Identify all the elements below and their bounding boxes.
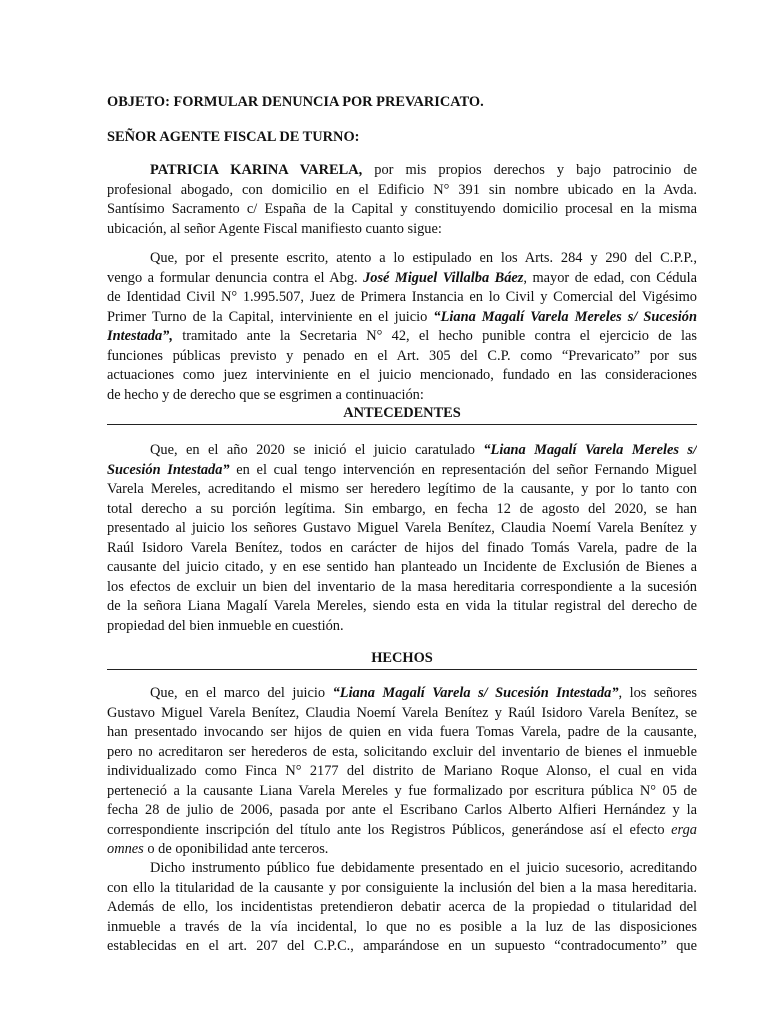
hechos-paragraph-1 [107,684,697,860]
text-line: vengo a formular denuncia contra el Abg. José Miguel Villalba Báez, mayor de edad, con Cédula [107,269,697,286]
case-title: “Liana Magalí Varela Mereles s/ Sucesión [433,308,697,325]
complaint-paragraph [107,249,697,405]
text-line: omnes o de oponibilidad ante terceros. [107,841,329,857]
text-line: Que, en el año 2020 se inició el juicio caratulado “Liana Magalí Varela Mereles s/ [150,442,697,458]
text-line: fecha 28 de julio de 2006, pasada por ante el Escribano Carlos Alberto Alfieri Hernández y la [107,802,697,818]
text-line: Intestada”, tramitado ante la Secretaria N° 42, el hecho punible contra el ejercicio de las [107,328,697,344]
text-line: propiedad del bien inmueble en cuestión. [107,617,344,634]
text-line: Dicho instrumento público fue debidamente presentado en el juicio sucesorio, acreditando [150,860,697,876]
text-line: pero no acreditaron ser herederos de esta, solicitando excluir del inventario de bienes el inmueble [107,743,697,760]
text-line: inmueble a través de la vía incidental, lo que no es posible a la luz de las disposiciones [107,918,697,935]
case-title: Sucesión Intestada” [107,461,230,478]
case-title: “Liana Magalí Varela s/ Sucesión Intestada” [332,685,619,701]
section-divider [107,424,697,425]
text-line: de la señora Liana Magalí Varela Mereles, siendo esta en vida la titular registral del derecho de [107,598,697,614]
text-line: han presentado invocando ser hijos de quien en vida fuera Tomas Varela, padre de la causante, [107,724,697,740]
text-line: de hecho y de derecho que se esgrimen a continuación: [107,386,424,403]
text-line: individualizado como Finca N° 2177 del distrito de Mariano Roque Alonso, el cual en vida [107,763,697,779]
text-line: Que, en el marco del juicio “Liana Magalí Varela s/ Sucesión Intestada”, los señores [150,685,697,701]
section-title-hechos: HECHOS [371,650,433,666]
text-line: PATRICIA KARINA VARELA, por mis propios derechos y bajo patrocinio de [150,162,697,178]
text-line: los efectos de excluir un bien del inventario de la masa hereditaria correspondiente a la sucesión [107,578,697,595]
text-line: funciones públicas previsto y penado en el Art. 305 del C.P. como “Prevaricato” por sus [107,347,697,364]
latin-term: erga [671,821,697,838]
objeto-heading: OBJETO: FORMULAR DENUNCIA POR PREVARICATO. [107,94,484,110]
text-line: establecidas en el art. 207 del C.P.C., amparándose en un supuesto “contradocumento” que [107,938,697,954]
text-line: de Identidad Civil N° 1.995.507, Juez de Primera Instancia en lo Civil y Comercial del Vigésimo [107,289,697,305]
text-line: Que, por el presente escrito, atento a lo estipulado en los Arts. 284 y 290 del C.P.P., [150,250,697,266]
text-line: Varela Mereles, acreditando el mismo ser heredero legítimo de la causante, y por lo tanto con [107,481,697,497]
text-line: total derecho a su porción legítima. Sin embargo, en fecha 12 de agosto del 2020, se han [107,500,697,517]
text-line: Primer Turno de la Capital, interviniente en el juicio “Liana Magalí Varela Mereles s/ Sucesión [107,308,697,325]
section-title-antecedentes: ANTECEDENTES [343,405,461,421]
text-line: Sucesión Intestada” en el cual tengo intervención en representación del señor Fernando Miguel [107,461,697,478]
text-line: presentado al juicio los señores Gustavo Miguel Varela Benítez, Claudia Noemí Varela Benítez y [107,520,697,536]
text-line: perteneció a la causante Liana Varela Mereles y fue formalizado por escritura pública N° 05 de [107,782,697,799]
accused-name: José Miguel Villalba Báez [363,269,524,286]
text-line: Raúl Isidoro Varela Benítez, todos en carácter de hijos del finado Tomás Varela, padre de la [107,539,697,556]
addressee-heading: SEÑOR AGENTE FISCAL DE TURNO: [107,129,360,145]
text-line: actuaciones como juez interviniente en el juicio mencionado, fundado en las consideraciones [107,367,697,383]
case-title: “Liana Magalí Varela Mereles s/ [483,442,697,458]
text-line: Además de ello, los incidentistas pretendieron debatir acerca de la propiedad o titularidad del [107,899,697,915]
text-line: causante del juicio citado, y en ese sentido han planteado un Incidente de Exclusión de Bienes a [107,559,697,575]
latin-term: omnes [107,841,144,857]
text-line: correspondiente inscripción del título ante los Registros Públicos, generándose así el efecto erga [107,821,697,838]
text-line: ubicación, al señor Agente Fiscal manifiesto cuanto sigue: [107,220,442,237]
antecedentes-paragraph [107,441,697,636]
text-line: Gustavo Miguel Varela Benítez, Claudia Noemí Varela Benítez y Raúl Isidoro Varela Benítez, se [107,704,697,721]
text-line: Santísimo Sacramento c/ España de la Capital y constituyendo domicilio procesal en la misma [107,201,697,217]
hechos-paragraph-2 [107,859,697,957]
case-title: Intestada”, [107,328,173,344]
section-divider [107,669,697,670]
text-line: profesional abogado, con domicilio en el Edificio N° 391 sin nombre ubicado en la Avda. [107,181,697,198]
complainant-name: PATRICIA KARINA VARELA, [150,162,363,178]
text-line: con ello la titularidad de la causante y por consiguiente la inclusión del bien a la masa hereditaria. [107,879,697,896]
intro-paragraph [107,161,697,239]
